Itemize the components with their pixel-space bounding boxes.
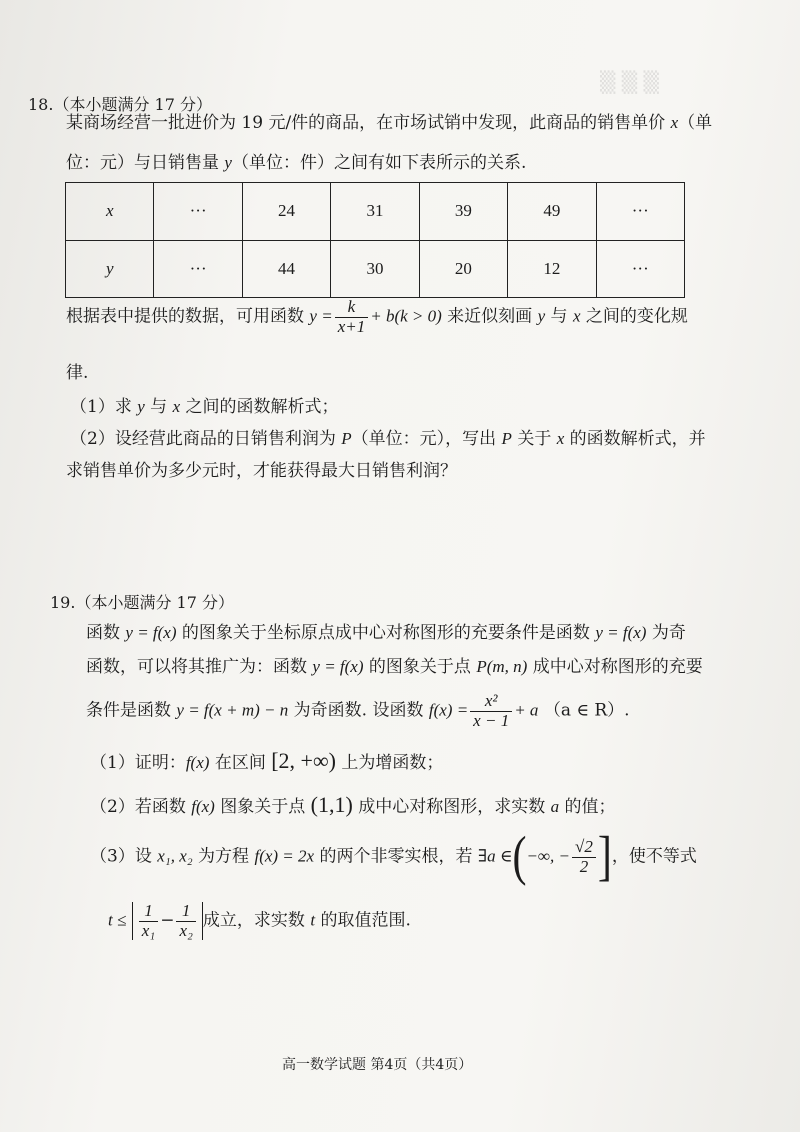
table-cell: 30 [331,240,419,298]
q18-model-line: 根据表中提供的数据，可用函数 y = $\frac{k}{x+1}$ + b(k > 0) 来近似刻画 y 与 x 之间的变化规 [66,297,688,336]
q18-model-line2: 律. [66,363,89,383]
model-fraction: $\frac{k}{x+1}$ [335,298,369,336]
table-cell: ··· [596,183,684,241]
q19-number: 19. [50,593,76,612]
table-row-y [66,240,685,298]
table-cell: y [66,240,154,298]
table-cell: ··· [154,183,242,241]
table-cell: 12 [508,240,596,298]
table-cell: 39 [419,183,507,241]
table-cell: 31 [331,183,419,241]
table-cell: 24 [242,183,330,241]
table-row-x [66,183,685,241]
q18-part2-line2: 求销售单价为多少元时，才能获得最大日销售利润？ [66,461,457,481]
table-cell: 20 [419,240,507,298]
page-footer: 高一数学试题 第4页（共4页） [282,1057,473,1073]
q19-line2: 函数，可以将其推广为：函数 y = f(x) 的图象关于点 P(m, n) 成中心对称图形的充要 [86,657,703,677]
q19-part3-inequality: t ≤ $\frac{1}{\text{x₁}}$ − $\frac{1}{\text{x₂}}$ 成立，求实数 t 的取值范围. [108,901,411,940]
table-cell: x [66,183,154,241]
q19-points: （本小题满分 17 分） [75,593,234,612]
q19-header [50,590,234,613]
q19-part1: （1）证明：f(x) 在区间 [2, +∞) 上为增函数； [90,748,444,773]
q18-intro-line1: 某商场经营一批进价为 19 元/件的商品，在市场试销中发现，此商品的销售单价 x（单 [66,113,713,133]
q19-part3: （3）设 x₁, x₂ 为方程 f(x) = 2x 的两个非零实根，若 ∃a ∈(−∞, − $\frac{√2}{2}$ ]，使不等式 [90,827,697,887]
q18-intro-line2: 位：元）与日销售量 y（单位：件）之间有如下表所示的关系. [66,153,527,173]
price-sales-table [65,182,685,298]
q19-line1: 函数 y = f(x) 的图象关于坐标原点成中心对称图形的充要条件是函数 y = f(x) 为奇 [86,623,686,643]
bleed-through-mark: ▒ ▒ ▒ [600,70,659,94]
q19-line3: 条件是函数 y = f(x + m) − n 为奇函数. 设函数 f(x) = $\frac{\text{x²}}{x - 1}$ + a （a ∈ R）. [86,691,630,730]
fx-fraction: $\frac{\text{x²}}{x - 1}$ [470,692,512,730]
q18-part2: （2）设经营此商品的日销售利润为 P（单位：元），写出 P 关于 x 的函数解析式，并 [70,429,706,449]
sqrt2-fraction: $\frac{√2}{2}$ [572,838,596,876]
absolute-value: $\frac{1}{\text{x₁}}$ − $\frac{1}{\text{x₂}}$ [132,902,203,940]
q19-part2: （2）若函数 f(x) 图象关于点 (1,1) 成中心对称图形，求实数 a 的值； [90,792,616,817]
q18-number: 18. [28,95,54,114]
table-cell: 49 [508,183,596,241]
table-cell: ··· [154,240,242,298]
q18-part1: （1）求 y 与 x 之间的函数解析式； [70,397,339,417]
q18-points: （本小题满分 17 分） [53,95,212,114]
table-cell: 44 [242,240,330,298]
table-cell: ··· [596,240,684,298]
